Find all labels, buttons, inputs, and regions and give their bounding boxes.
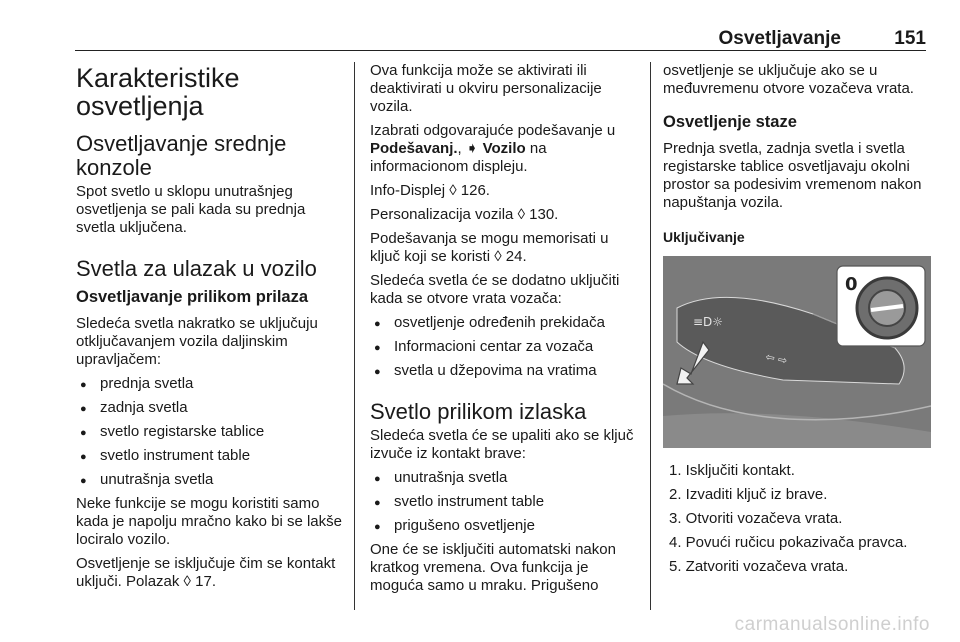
list-item: 5. Zatvoriti vozačeva vrata. <box>669 558 849 575</box>
bullet-list <box>76 375 344 489</box>
column-1 <box>76 64 344 597</box>
column-2 <box>370 62 636 601</box>
chapter-title: Osvetljavanje <box>718 28 841 49</box>
section-heading: Svetla za ulazak u vozilo <box>76 256 317 281</box>
list-item: ● zadnja svetla <box>76 399 344 417</box>
paragraph: osvetljenje se uključuje ako se u međuvremenu otvore vozačeva vrata. <box>663 62 914 97</box>
list-item: 1. Isključiti kontakt. <box>669 462 795 479</box>
list-item: 3. Otvoriti vozačeva vrata. <box>669 510 843 527</box>
paragraph: Sledeća svetla će se upaliti ako se ključ izvuče iz kontakt brave: <box>370 427 634 462</box>
column-3 <box>663 62 931 582</box>
paragraph <box>370 122 636 176</box>
list-item: ● svetlo instrument table <box>76 447 344 465</box>
svg-text:≡D☼: ≡D☼ <box>693 315 724 329</box>
subsection-heading: Osvetljavanje prilikom prilaza <box>76 288 309 306</box>
figure-label: 0 <box>845 274 858 295</box>
list-item: ● osvetljenje određenih prekidača <box>370 314 636 332</box>
section-heading: Osvetljenje staze <box>663 113 797 131</box>
paragraph: Sledeća svetla nakratko se uključuju otključavanjem vozila daljinskim upravljačem: <box>76 315 318 368</box>
paragraph: One će se isključiti automatski nakon kratkog vremena. Ova funkcija je moguća samo u mraku. Prigušeno <box>370 541 616 594</box>
section-heading: Osvetljavanje srednje konzole <box>76 131 287 180</box>
list-item: ● unutrašnja svetla <box>76 471 344 489</box>
cross-reference: Info-Displej ◊ 126. <box>370 182 490 199</box>
list-item: ● unutrašnja svetla <box>370 469 636 487</box>
bullet-list <box>370 469 636 535</box>
paragraph: Ova funkcija može se aktivirati ili deaktivirati u okviru personalizacije vozila. <box>370 62 602 115</box>
list-item: 4. Povući ručicu pokazivača pravca. <box>669 534 908 551</box>
column-divider <box>650 62 651 610</box>
list-item: ● Informacioni centar za vozača <box>370 338 636 356</box>
cross-reference: Personalizacija vozila ◊ 130. <box>370 206 559 223</box>
paragraph: Podešavanja se mogu memorisati u ključ koji se koristi ◊ 24. <box>370 230 609 265</box>
menu-separator: , ➧ <box>457 140 479 157</box>
paragraph: Spot svetlo u sklopu unutrašnjeg osvetljenja se pali kada su prednja svetla uključena. <box>76 183 306 236</box>
turn-signal-lever-illustration <box>663 256 931 448</box>
subsection-heading: Uključivanje <box>663 229 745 245</box>
numbered-steps <box>663 462 931 576</box>
paragraph: Prednja svetla, zadnja svetla i svetla registarske tablice osvetljavaju okolni prostor sa podesivim vremenom nakon napuštanja vozila. <box>663 140 922 211</box>
column-divider <box>354 62 355 610</box>
menu-label-vehicle: Vozilo <box>482 140 526 157</box>
paragraph: Osvetljenje se isključuje čim se kontakt uključi. Polazak ◊ 17. <box>76 555 336 590</box>
list-item: ● prednja svetla <box>76 375 344 393</box>
svg-text:⇦ ⇨: ⇦ ⇨ <box>764 350 789 368</box>
paragraph: Neke funkcije se mogu koristiti samo kada je napolju mračno kako bi se lakše lociralo vozilo. <box>76 495 342 548</box>
menu-label-settings: Podešavanj. <box>370 140 458 157</box>
list-item: 2. Izvaditi ključ iz brave. <box>669 486 828 503</box>
list-item: ● prigušeno osvetljenje <box>370 517 636 535</box>
list-item: ● svetlo registarske tablice <box>76 423 344 441</box>
page-number: 151 <box>894 28 926 49</box>
list-item: ● svetla u džepovima na vratima <box>370 362 636 380</box>
paragraph: Sledeća svetla će se dodatno uključiti kada se otvore vrata vozača: <box>370 272 620 307</box>
page-header <box>75 26 926 51</box>
list-item: ● svetlo instrument table <box>370 493 636 511</box>
bullet-list <box>370 314 636 380</box>
section-heading: Svetlo prilikom izlaska <box>370 399 587 424</box>
text: Izabrati odgovarajuće podešavanje u <box>370 122 616 139</box>
text: na informacionom displeju. <box>370 140 547 175</box>
main-title: Karakteristike osvetljenja <box>76 63 240 121</box>
watermark: carmanualsonline.info <box>734 614 930 635</box>
